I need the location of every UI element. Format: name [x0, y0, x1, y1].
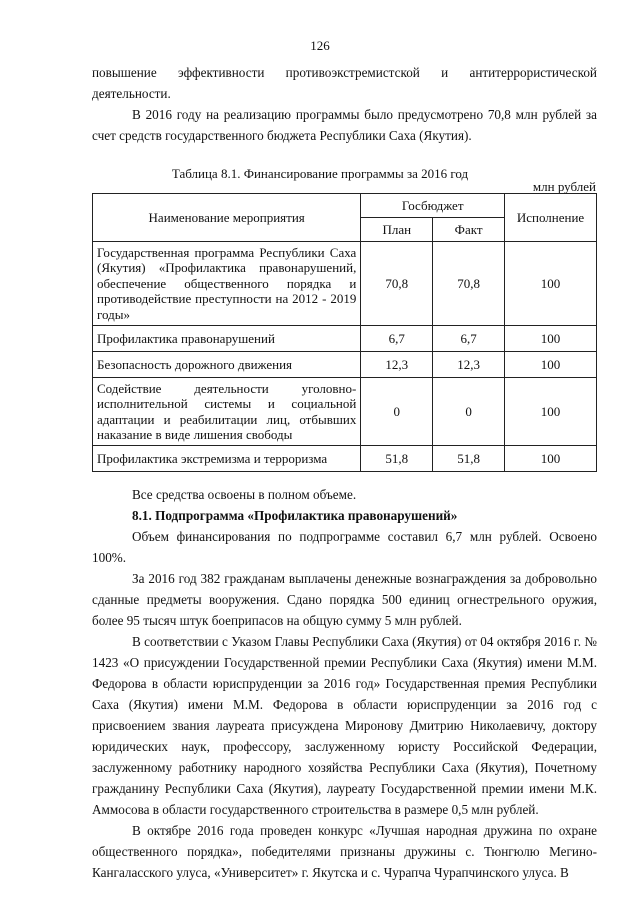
- paragraph-award: В соответствии с Указом Главы Республики Саха (Якутия) от 04 октября 2016 г. № 1423 «О присуждении Государственной премии Республики Саха (Якутия) имени М.М. Федорова в области юриспруденции за 2016 год» Государственная премия Республики Саха (Якутия) имени М.М. Федорова в области юриспруденции за 2016 год с присвоением звания лауреата присуждена Миронову Дмитрию Николаевичу, доктору юридических наук, профессору, заслуженному юристу Российской Федерации, заслуженному работнику народного хозяйства Республики Саха (Якутия), Почетному гражданину Республики Саха (Якутия), лауреату Государственной премии имени М.К. Аммосова в области государственного строительства в размере 0,5 млн рублей.: [92, 634, 597, 817]
- intro-paragraph-2: В 2016 году на реализацию программы было предусмотрено 70,8 млн рублей за счет средств государственного бюджета Республики Саха (Якутия).: [92, 107, 597, 143]
- row-fact: 51,8: [433, 446, 505, 472]
- row-execution: 100: [505, 446, 597, 472]
- row-plan: 51,8: [361, 446, 433, 472]
- row-plan: 12,3: [361, 352, 433, 378]
- row-name: Содействие деятельности уголовно-исполнительной системы и социальной адаптации и реабилитации лиц, отбывших наказание в виде лишения свободы: [93, 378, 361, 446]
- section-heading: 8.1. Подпрограмма «Профилактика правонарушений»: [132, 508, 458, 523]
- table-row: [93, 378, 597, 446]
- row-name: Профилактика экстремизма и терроризма: [93, 446, 361, 472]
- paragraph-weapons: За 2016 год 382 гражданам выплачены денежные вознаграждения за добровольно сданные предметы вооружения. Сдано порядка 500 единиц огнестрельного оружия, более 95 тысяч штук боеприпасов на общую сумму 5 млн рублей.: [92, 571, 597, 628]
- row-execution: 100: [505, 378, 597, 446]
- financing-table: [92, 193, 597, 472]
- header-execution: Исполнение: [505, 194, 597, 242]
- row-fact: 0: [433, 378, 505, 446]
- row-plan: 0: [361, 378, 433, 446]
- header-fact: Факт: [433, 218, 505, 242]
- page-number: 126: [310, 38, 330, 53]
- table-row: [93, 242, 597, 326]
- paragraph-financing: Объем финансирования по подпрограмме составил 6,7 млн рублей. Освоено 100%.: [92, 529, 597, 565]
- header-budget: Госбюджет: [361, 194, 505, 218]
- header-name: Наименование мероприятия: [93, 194, 361, 242]
- table-row: [93, 446, 597, 472]
- row-execution: 100: [505, 326, 597, 352]
- row-name: Государственная программа Республики Саха (Якутия) «Профилактика правонарушений, обеспечение общественного порядка и противодействие преступности на 2012 - 2019 годы»: [93, 242, 361, 326]
- paragraph-contest: В октябре 2016 года проведен конкурс «Лучшая народная дружина по охране общественного порядка», победителями признаны дружины с. Тюнгюлю Мегино-Кангаласского улуса, «Университет» г. Якутска и с. Чурапча Чурапчинского улуса. В: [92, 823, 597, 880]
- row-fact: 70,8: [433, 242, 505, 326]
- row-name: Безопасность дорожного движения: [93, 352, 361, 378]
- intro-text: [92, 62, 597, 146]
- row-plan: 70,8: [361, 242, 433, 326]
- row-fact: 6,7: [433, 326, 505, 352]
- row-name: Профилактика правонарушений: [93, 326, 361, 352]
- paragraph-all-funds: Все средства освоены в полном объеме.: [132, 487, 357, 502]
- row-execution: 100: [505, 352, 597, 378]
- row-execution: 100: [505, 242, 597, 326]
- table-row: [93, 326, 597, 352]
- table-unit: млн рублей: [532, 179, 596, 194]
- row-plan: 6,7: [361, 326, 433, 352]
- intro-paragraph-1: повышение эффективности противоэкстремистской и антитеррористической деятельности.: [92, 65, 597, 101]
- table-row: [93, 352, 597, 378]
- table-caption: Таблица 8.1. Финансирование программы за 2016 год: [171, 166, 469, 181]
- header-plan: План: [361, 218, 433, 242]
- row-fact: 12,3: [433, 352, 505, 378]
- body-text: [92, 484, 597, 883]
